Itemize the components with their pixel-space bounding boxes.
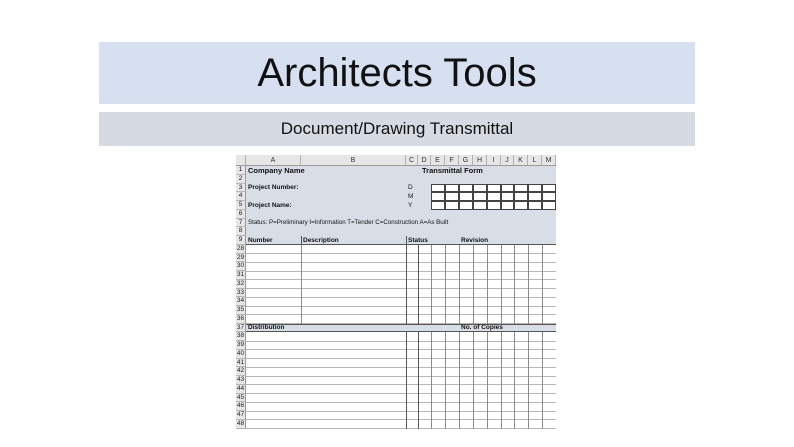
date-box[interactable]: [445, 192, 459, 201]
grid-row-line: [246, 314, 556, 315]
grid-column-line: [431, 245, 432, 324]
row-number[interactable]: 42: [236, 367, 245, 375]
header-description: Description: [303, 236, 339, 244]
column-header-m[interactable]: M: [542, 155, 556, 166]
grid-row-line: [246, 323, 556, 324]
column-header-a[interactable]: A: [246, 155, 301, 166]
header-revision: Revision: [461, 236, 489, 244]
date-box[interactable]: [459, 201, 473, 210]
grid-row-line: [246, 393, 556, 394]
grid-column-line: [418, 245, 419, 324]
row-number[interactable]: 44: [236, 384, 245, 392]
project-name-label: Project Name:: [248, 201, 292, 209]
row-number[interactable]: 28: [236, 244, 245, 252]
row-number[interactable]: 38: [236, 332, 245, 340]
status-legend: Status: P=Preliminary I=Information T=Tender C=Construction A=As Built: [248, 219, 449, 226]
date-box[interactable]: [431, 201, 445, 210]
select-all-corner[interactable]: [236, 155, 246, 166]
grid-column-line: [487, 332, 488, 428]
date-box[interactable]: [431, 184, 445, 193]
distribution-header-row: [246, 324, 556, 333]
row-number[interactable]: 37: [236, 323, 245, 331]
date-label-d: D: [408, 184, 413, 191]
project-number-label: Project Number:: [248, 184, 299, 191]
date-box[interactable]: [542, 184, 556, 193]
company-name: Company Name: [248, 165, 305, 175]
date-box[interactable]: [514, 192, 528, 201]
row-number[interactable]: 3: [236, 184, 246, 193]
grid-row-line: [246, 341, 556, 342]
row-number[interactable]: 29: [236, 253, 245, 261]
grid-column-line: [542, 245, 543, 324]
grid-column-line: [301, 245, 302, 324]
row-number[interactable]: 4: [236, 192, 246, 201]
header-separator: [301, 236, 302, 245]
grid-column-line: [556, 245, 557, 324]
row-number[interactable]: 36: [236, 314, 245, 322]
grid-column-line: [556, 332, 557, 428]
date-box[interactable]: [487, 192, 501, 201]
grid-row-line: [246, 271, 556, 272]
column-header-c[interactable]: C: [406, 155, 418, 166]
column-header-d[interactable]: D: [418, 155, 431, 166]
grid-column-line: [473, 245, 474, 324]
header-status: Status: [408, 236, 428, 244]
date-box[interactable]: [431, 192, 445, 201]
row-number[interactable]: 47: [236, 411, 245, 418]
row-number[interactable]: 2: [236, 175, 246, 184]
grid-row-line: [246, 262, 556, 263]
row-number[interactable]: 31: [236, 271, 245, 278]
grid-column-line: [406, 332, 407, 428]
row-number[interactable]: 9: [236, 236, 246, 245]
column-header-l[interactable]: L: [528, 155, 542, 166]
date-label-m: M: [408, 192, 414, 200]
row-number[interactable]: 34: [236, 297, 245, 305]
date-box[interactable]: [501, 184, 514, 193]
spreadsheet-preview: [236, 155, 556, 447]
row-number[interactable]: 5: [236, 201, 246, 210]
date-box[interactable]: [528, 201, 542, 210]
date-box[interactable]: [514, 184, 528, 193]
date-box[interactable]: [487, 184, 501, 193]
date-box[interactable]: [528, 184, 542, 193]
row-number[interactable]: 39: [236, 341, 245, 348]
grid-row-line: [246, 288, 556, 289]
row-number[interactable]: 33: [236, 288, 245, 296]
column-header-g[interactable]: G: [459, 155, 473, 166]
grid-column-line: [501, 332, 502, 428]
date-box[interactable]: [459, 192, 473, 201]
slide-subtitle: Document/Drawing Transmittal: [99, 112, 695, 146]
column-header-h[interactable]: H: [473, 155, 487, 166]
grid-row-line: [246, 253, 556, 254]
row-number[interactable]: 35: [236, 306, 245, 313]
header-number: Number: [248, 236, 273, 244]
column-header-i[interactable]: I: [487, 155, 501, 166]
row-number[interactable]: 43: [236, 376, 245, 383]
header-separator: [556, 236, 557, 245]
date-label-y: Y: [408, 201, 413, 209]
date-box[interactable]: [501, 201, 514, 210]
row-number[interactable]: 48: [236, 419, 245, 427]
date-box[interactable]: [473, 201, 487, 210]
row-number[interactable]: 45: [236, 393, 245, 401]
grid-row-line: [246, 367, 556, 368]
column-header-j[interactable]: J: [501, 155, 514, 166]
slide-title: Architects Tools: [99, 42, 695, 104]
date-box[interactable]: [542, 192, 556, 201]
date-box[interactable]: [528, 192, 542, 201]
date-box[interactable]: [473, 184, 487, 193]
row-number[interactable]: 40: [236, 349, 245, 357]
row-number[interactable]: 41: [236, 358, 245, 366]
column-header-b[interactable]: B: [301, 155, 406, 166]
date-box[interactable]: [542, 201, 556, 210]
distribution-label: Distribution: [248, 324, 285, 331]
date-box[interactable]: [445, 201, 459, 210]
grid-column-line: [459, 245, 460, 324]
grid-column-line: [542, 332, 543, 428]
grid-row-line: [246, 376, 556, 377]
date-box[interactable]: [473, 192, 487, 201]
date-box[interactable]: [459, 184, 473, 193]
copies-label: No. of Copies: [461, 324, 503, 331]
date-box[interactable]: [487, 201, 501, 210]
grid-column-line: [459, 332, 460, 428]
row-number[interactable]: 30: [236, 262, 245, 270]
column-header-f[interactable]: F: [445, 155, 459, 166]
column-header-e[interactable]: E: [431, 155, 445, 166]
grid-row-line: [246, 306, 556, 307]
header-separator: [406, 236, 407, 245]
grid-row-line: [246, 402, 556, 403]
row-number[interactable]: 6: [236, 210, 246, 219]
grid-column-line: [514, 245, 515, 324]
grid-column-line: [445, 332, 446, 428]
row-number[interactable]: 46: [236, 402, 245, 410]
row-number[interactable]: 32: [236, 279, 245, 287]
row-number[interactable]: 1: [236, 166, 246, 175]
row-number[interactable]: 7: [236, 219, 246, 228]
grid-row-line: [246, 411, 556, 412]
grid-column-line: [528, 245, 529, 324]
grid-column-line: [445, 245, 446, 324]
date-box[interactable]: [501, 192, 514, 201]
grid-row-line: [246, 384, 556, 385]
row-number[interactable]: 8: [236, 227, 246, 236]
grid-column-line: [514, 332, 515, 428]
grid-row-line: [246, 297, 556, 298]
grid-row-line: [246, 428, 556, 429]
grid-column-line: [473, 332, 474, 428]
form-title: Transmittal Form: [422, 165, 483, 175]
grid-column-line: [406, 245, 407, 324]
grid-column-line: [431, 332, 432, 428]
grid-row-line: [246, 349, 556, 350]
column-header-k[interactable]: K: [514, 155, 528, 166]
grid-column-line: [418, 332, 419, 428]
date-box[interactable]: [445, 184, 459, 193]
grid-row-line: [246, 358, 556, 359]
date-box[interactable]: [514, 201, 528, 210]
grid-column-line: [528, 332, 529, 428]
grid-row-line: [246, 279, 556, 280]
grid-row-line: [246, 419, 556, 420]
grid-column-line: [487, 245, 488, 324]
grid-column-line: [501, 245, 502, 324]
